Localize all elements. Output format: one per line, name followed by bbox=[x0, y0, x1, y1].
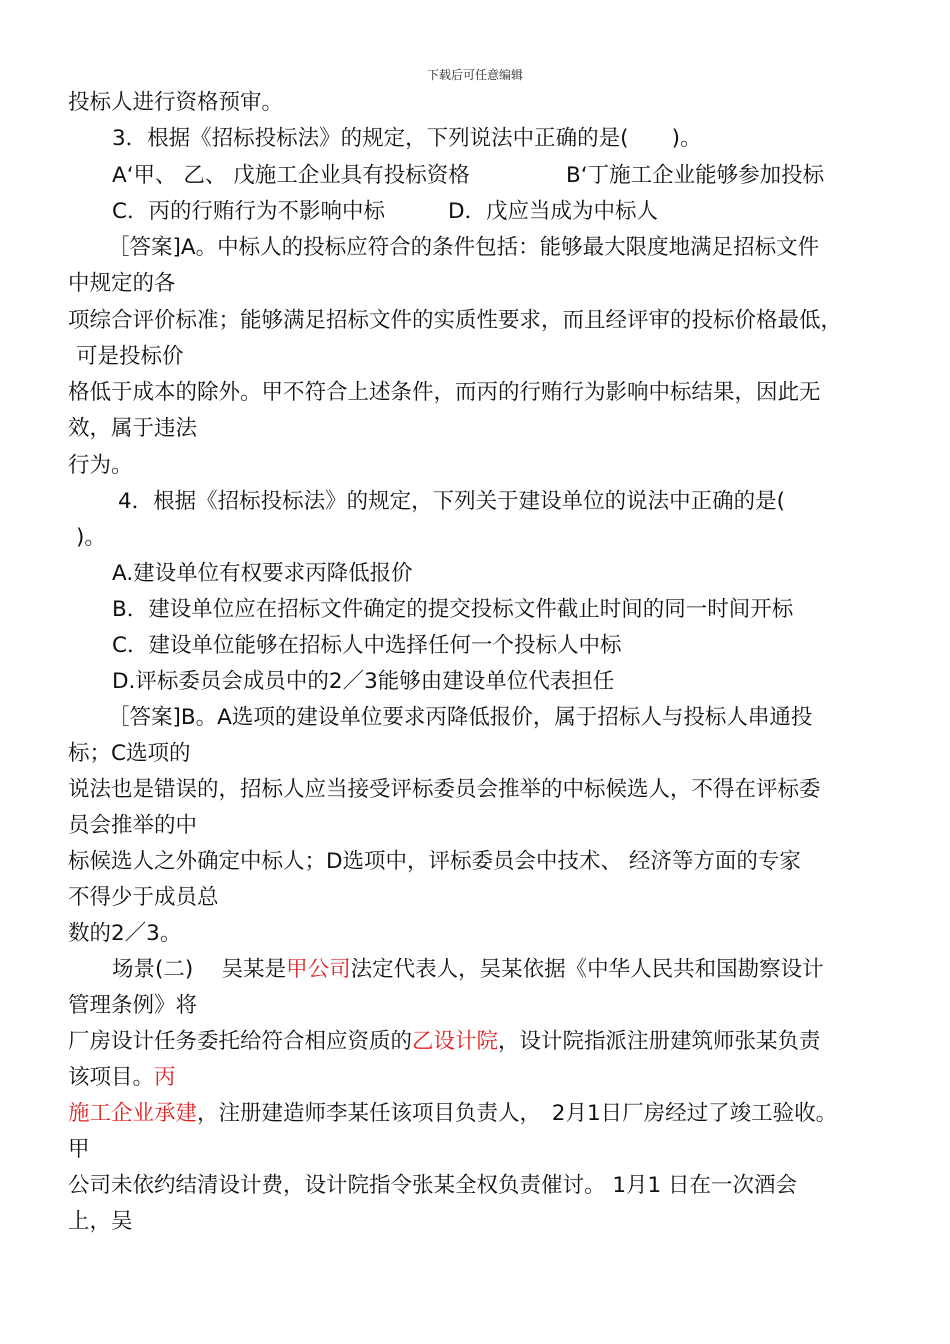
highlight-text: 施工企业承建 bbox=[68, 1101, 198, 1126]
text-line: 标候选人之外确定中标人；D选项中，评标委员会中技术、 经济等方面的专家 bbox=[68, 849, 801, 874]
scene-line: 上，吴 bbox=[68, 1209, 133, 1234]
text-line: 标；C选项的 bbox=[68, 741, 191, 766]
scene-line: 公司未依约结清设计费，设计院指令张某全权负责催讨。 1月1 日在一次酒会 bbox=[68, 1173, 798, 1198]
option-c: C．建设单位能够在招标人中选择任何一个投标人中标 bbox=[112, 633, 622, 658]
scene-text: 该项目。 bbox=[68, 1065, 155, 1090]
text-line: 投标人进行资格预审。 bbox=[68, 90, 284, 115]
scene-text: 厂房设计任务委托给符合相应资质的 bbox=[68, 1029, 413, 1054]
option-a: A‘甲、 乙、 戊施工企业具有投标资格 bbox=[112, 163, 470, 188]
option-d: D.评标委员会成员中的2／3能够由建设单位代表担任 bbox=[112, 669, 615, 694]
text-line: 项综合评价标准；能够满足招标文件的实质性要求，而且经评审的投标价格最低， bbox=[68, 308, 843, 333]
text-line: 效，属于违法 bbox=[68, 416, 198, 441]
question-4: 4．根据《招标投标法》的规定，下列关于建设单位的说法中正确的是( bbox=[118, 489, 786, 514]
scene-line: 甲 bbox=[68, 1137, 90, 1162]
scene-line bbox=[112, 955, 824, 985]
option-b: B．建设单位应在招标文件确定的提交投标文件截止时间的同一时间开标 bbox=[112, 597, 794, 622]
scene-text: ，注册建造师李某任该项目负责人， 2月1日厂房经过了竣工验收。 bbox=[197, 1101, 838, 1126]
text-line: 数的2／3。 bbox=[68, 921, 182, 946]
answer-4: ［答案]B。A选项的建设单位要求丙降低报价，属于招标人与投标人串通投 bbox=[108, 705, 813, 730]
scene-line: 管理条例》将 bbox=[68, 993, 198, 1018]
scene-line bbox=[68, 1027, 821, 1057]
page-header: 下载后可任意编辑 bbox=[426, 68, 523, 82]
scene-text: 法定代表人，吴某依据《中华人民共和国勘察设计 bbox=[350, 957, 824, 982]
option-b: B‘丁施工企业能够参加投标 bbox=[566, 163, 825, 188]
text-line: 可是投标价 bbox=[76, 344, 184, 369]
option-c: C．丙的行贿行为不影响中标 bbox=[112, 199, 386, 224]
text-line: 行为。 bbox=[68, 453, 133, 478]
option-a: A.建设单位有权要求丙降低报价 bbox=[112, 561, 413, 586]
scene-text: 场景(二) 吴某是 bbox=[112, 957, 287, 982]
highlight-text: 丙 bbox=[154, 1065, 176, 1090]
question-3: 3．根据《招标投标法》的规定，下列说法中正确的是( )。 bbox=[112, 126, 702, 151]
answer-3: ［答案]A。中标人的投标应符合的条件包括：能够最大限度地满足招标文件 bbox=[108, 235, 820, 260]
text-line: )。 bbox=[76, 525, 106, 550]
text-line: 不得少于成员总 bbox=[68, 885, 219, 910]
highlight-text: 甲公司 bbox=[286, 957, 351, 982]
text-line: 中规定的各 bbox=[68, 271, 176, 296]
option-d: D．戊应当成为中标人 bbox=[448, 199, 659, 224]
text-line: 格低于成本的除外。甲不符合上述条件，而丙的行贿行为影响中标结果，因此无 bbox=[68, 380, 821, 405]
scene-line bbox=[68, 1099, 837, 1129]
highlight-text: 乙设计院 bbox=[412, 1029, 499, 1054]
scene-text: ，设计院指派注册建筑师张某负责 bbox=[498, 1029, 821, 1054]
scene-line bbox=[68, 1063, 176, 1093]
text-line: 说法也是错误的，招标人应当接受评标委员会推举的中标候选人，不得在评标委 bbox=[68, 777, 821, 802]
text-line: 员会推举的中 bbox=[68, 813, 198, 838]
